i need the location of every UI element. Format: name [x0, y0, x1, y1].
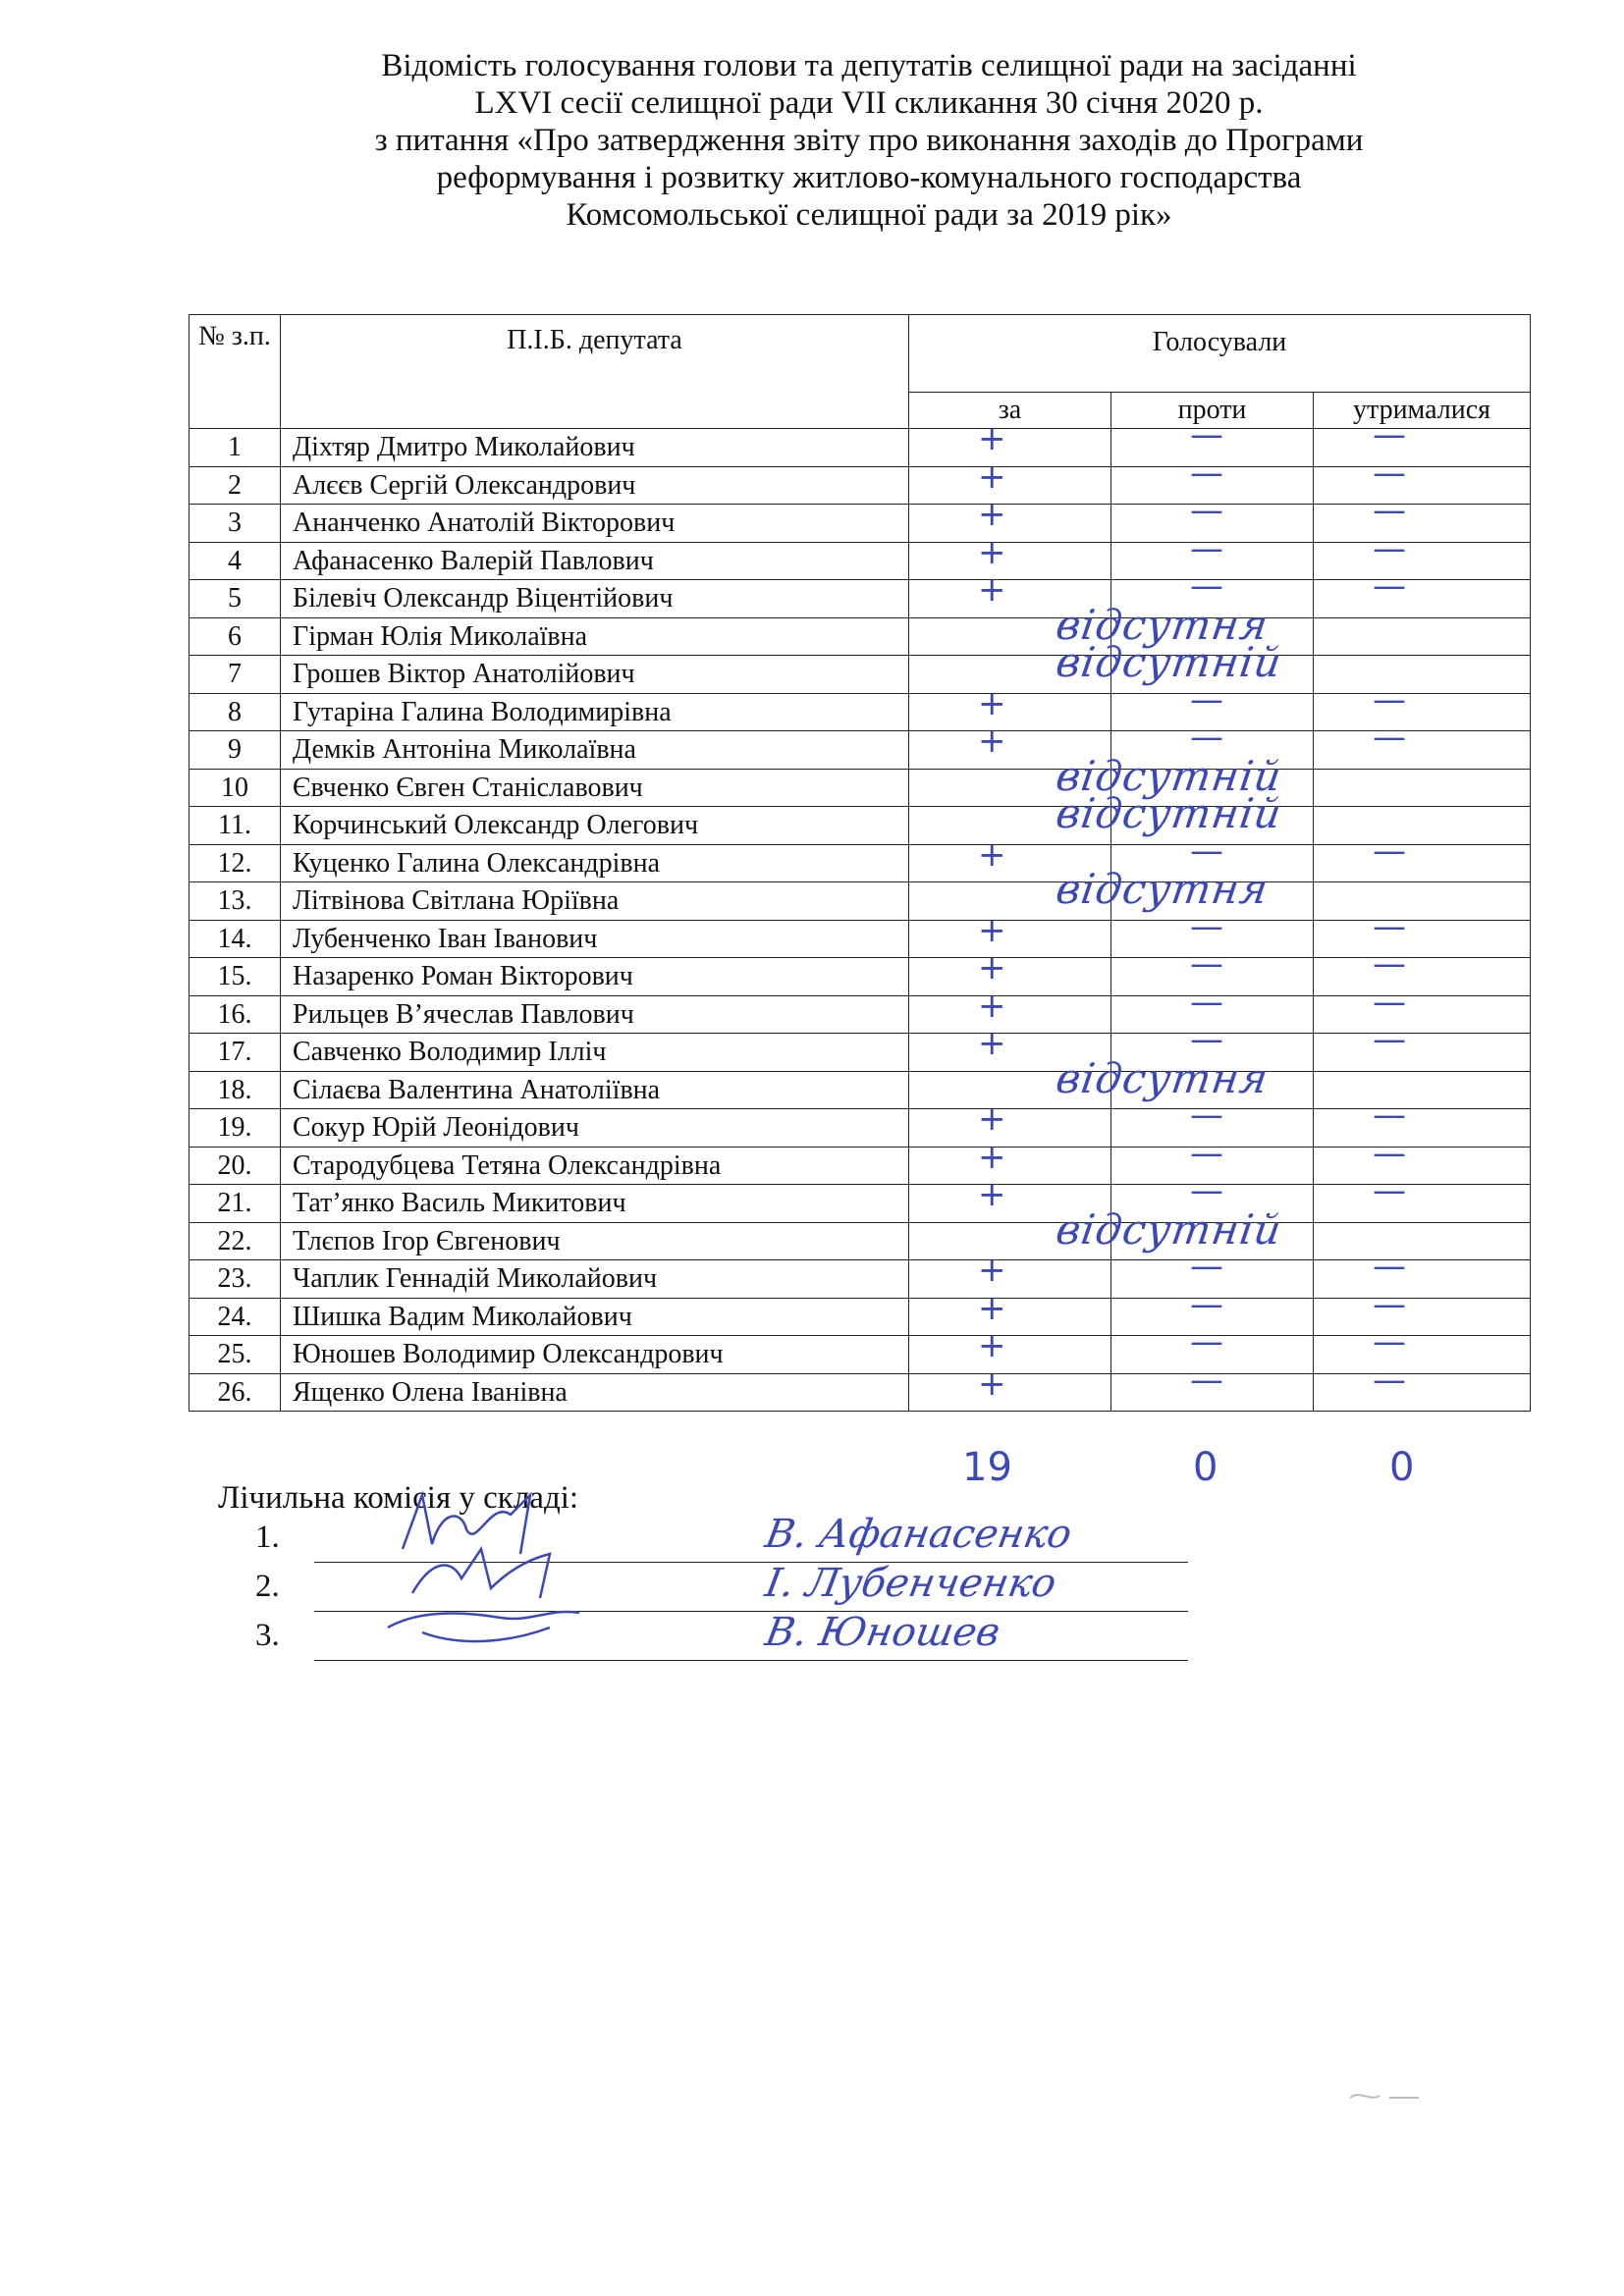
title-line: Комсомольської селищної ради за 2019 рік» — [566, 197, 1172, 233]
row-number: 4 — [189, 542, 281, 580]
row-number: 1 — [189, 429, 281, 467]
title-line: з питання «Про затвердження звіту про виконання заходів до Програми — [374, 123, 1364, 158]
vote-for-cell — [909, 683, 1111, 731]
vote-abstained-mark: — — [1373, 415, 1406, 454]
member-handwritten-name: І. Лубенченко — [761, 1561, 1060, 1606]
row-number: 18. — [189, 1071, 281, 1109]
title-line: LXVI сесії селищної ради VII скликання 30 січня 2020 р. — [474, 85, 1264, 121]
signature-line — [314, 1660, 1188, 1661]
absent-note: відсутня — [1053, 865, 1272, 913]
table-row — [189, 1260, 1531, 1299]
deputy-name: Євченко Євген Станіславович — [281, 769, 909, 807]
vote-against-mark: — — [1190, 1284, 1223, 1324]
row-number: 5 — [189, 580, 281, 618]
vote-for-cell — [909, 532, 1111, 580]
table-row — [189, 1298, 1531, 1336]
table-row — [189, 1336, 1531, 1374]
vote-abstained-cell — [1314, 718, 1531, 770]
vote-abstained-mark: — — [1373, 679, 1406, 720]
table-row — [189, 1185, 1531, 1223]
vote-abstained-cell — [1314, 1095, 1531, 1148]
vote-for-cell — [909, 419, 1111, 467]
vote-against-mark: — — [1190, 1133, 1223, 1173]
vote-against-mark: — — [1190, 453, 1223, 493]
vote-for-mark: + — [978, 456, 1006, 497]
vote-abstained-cell — [1314, 944, 1531, 996]
vote-against-mark: — — [1190, 1171, 1223, 1210]
vote-abstained-cell — [1314, 617, 1531, 656]
vote-against-cell — [1111, 1360, 1314, 1412]
vote-against-mark: — — [1190, 528, 1223, 568]
table-row — [189, 656, 1531, 694]
deputy-name: Грошев Віктор Анатолійович — [281, 656, 909, 694]
vote-abstained-mark: — — [1373, 1322, 1406, 1362]
table-row — [189, 1071, 1531, 1109]
scan-smudge — [1345, 2086, 1424, 2106]
total-against: 0 — [1193, 1445, 1218, 1490]
deputy-name: Літвінова Світлана Юріївна — [281, 882, 909, 921]
table-row — [189, 466, 1531, 505]
vote-abstained-cell — [1314, 566, 1531, 618]
signature-scrawl — [383, 1588, 599, 1657]
header-number: № з.п. — [189, 315, 281, 429]
row-number: 15. — [189, 958, 281, 996]
row-number: 13. — [189, 882, 281, 921]
vote-abstained-cell — [1314, 491, 1531, 543]
vote-against-mark: — — [1190, 415, 1223, 454]
voting-table — [189, 314, 1531, 1412]
vote-for-mark: + — [978, 1137, 1006, 1177]
vote-against-mark: — — [1190, 491, 1223, 530]
table-row — [189, 542, 1531, 580]
vote-for-mark: + — [978, 1251, 1006, 1290]
vote-abstained-mark: — — [1373, 1247, 1406, 1286]
vote-abstained-mark: — — [1373, 1284, 1406, 1324]
vote-against-mark: — — [1190, 944, 1223, 984]
table-row — [189, 693, 1531, 731]
row-number: 14. — [189, 920, 281, 958]
vote-for-cell — [909, 456, 1111, 505]
header-deputy-name: П.І.Б. депутата — [281, 315, 909, 429]
vote-abstained-cell — [1314, 1020, 1531, 1072]
total-for: 19 — [962, 1445, 1012, 1490]
member-handwritten-name: В. Юношев — [761, 1610, 1003, 1655]
absent-note: відсутня — [1053, 600, 1272, 649]
vote-abstained-mark: — — [1373, 718, 1406, 757]
deputy-name: Тлєпов Ігор Євгенович — [281, 1222, 909, 1260]
vote-abstained-cell — [1314, 1360, 1531, 1412]
row-number: 9 — [189, 731, 281, 770]
vote-abstained-cell — [1314, 1133, 1531, 1185]
row-number: 7 — [189, 656, 281, 694]
vote-abstained-cell — [1314, 528, 1531, 580]
vote-abstained-mark: — — [1373, 566, 1406, 606]
vote-for-cell — [909, 789, 1285, 845]
row-number: 6 — [189, 617, 281, 656]
deputy-name: Ананченко Анатолій Вікторович — [281, 505, 909, 543]
vote-abstained-mark: — — [1373, 944, 1406, 984]
vote-against-mark: — — [1190, 718, 1223, 757]
vote-for-mark: + — [978, 1363, 1006, 1404]
vote-abstained-mark: — — [1373, 491, 1406, 530]
vote-for-mark: + — [978, 910, 1006, 950]
table-row — [189, 617, 1531, 656]
vote-for-cell — [909, 865, 1272, 921]
row-number: 19. — [189, 1109, 281, 1148]
vote-for-mark: + — [978, 532, 1006, 572]
vote-abstained-mark: — — [1373, 830, 1406, 871]
row-number: 20. — [189, 1147, 281, 1185]
vote-abstained-cell — [1314, 656, 1531, 694]
vote-abstained-cell — [1314, 1247, 1531, 1299]
table-row — [189, 505, 1531, 543]
vote-for-mark: + — [978, 721, 1006, 761]
deputy-name: Афанасенко Валерій Павлович — [281, 542, 909, 580]
vote-for-cell — [909, 1053, 1272, 1109]
vote-abstained-cell — [1314, 1284, 1531, 1336]
absent-note: відсутня — [1053, 1053, 1272, 1102]
row-number: 21. — [189, 1185, 281, 1223]
voting-table-body — [189, 415, 1531, 1412]
vote-abstained-mark: — — [1373, 906, 1406, 946]
member-handwritten-name: В. Афанасенко — [761, 1512, 1075, 1557]
vote-for-cell — [909, 1204, 1285, 1260]
absent-note: відсутній — [1053, 638, 1285, 686]
vote-abstained-cell — [1314, 769, 1531, 807]
vote-for-mark: + — [978, 1326, 1006, 1365]
header-against: проти — [1111, 393, 1314, 429]
row-number: 12. — [189, 844, 281, 882]
vote-against-mark: — — [1190, 1020, 1223, 1059]
vote-abstained-cell — [1314, 1171, 1531, 1223]
vote-for-mark: + — [978, 1288, 1006, 1328]
counting-commission-label: Лічильна комісія у складі: — [218, 1480, 579, 1516]
vote-abstained-cell — [1314, 830, 1531, 882]
vote-for-cell — [909, 1137, 1111, 1185]
vote-for-cell — [909, 1363, 1111, 1412]
vote-for-mark: + — [978, 683, 1006, 723]
table-row — [189, 1109, 1531, 1148]
deputy-name: Назаренко Роман Вікторович — [281, 958, 909, 996]
table-row — [189, 995, 1531, 1034]
vote-for-mark: + — [978, 419, 1006, 458]
header-for: за — [909, 393, 1111, 429]
table-row — [189, 958, 1531, 996]
vote-for-cell — [909, 1099, 1111, 1148]
deputy-name: Гірман Юлія Миколаївна — [281, 617, 909, 656]
vote-abstained-cell — [1314, 1071, 1531, 1109]
row-number: 24. — [189, 1298, 281, 1336]
vote-against-mark: — — [1190, 982, 1223, 1022]
table-row — [189, 769, 1531, 807]
table-row — [189, 1373, 1531, 1412]
vote-abstained-mark: — — [1373, 1020, 1406, 1059]
vote-abstained-mark: — — [1373, 1171, 1406, 1210]
member-number: 3. — [255, 1618, 280, 1653]
vote-abstained-mark: — — [1373, 453, 1406, 493]
row-number: 11. — [189, 807, 281, 845]
vote-abstained-mark: — — [1373, 528, 1406, 568]
vote-for-mark: + — [978, 1024, 1006, 1063]
row-number: 8 — [189, 693, 281, 731]
vote-for-mark: + — [978, 1099, 1006, 1139]
deputy-name: Сілаєва Валентина Анатоліївна — [281, 1071, 909, 1109]
vote-against-mark: — — [1190, 566, 1223, 606]
vote-for-mark: + — [978, 986, 1006, 1026]
deputy-name: Чаплик Геннадій Миколайович — [281, 1260, 909, 1299]
deputy-name: Куценко Галина Олександрівна — [281, 844, 909, 882]
vote-against-mark: — — [1190, 906, 1223, 946]
vote-against-mark: — — [1190, 1322, 1223, 1362]
title-line: реформування і розвитку житлово-комунального господарства — [436, 160, 1302, 195]
deputy-name: Шишка Вадим Миколайович — [281, 1298, 909, 1336]
row-number: 25. — [189, 1336, 281, 1374]
vote-abstained-mark: — — [1373, 1133, 1406, 1173]
vote-against-mark: — — [1190, 1247, 1223, 1286]
vote-abstained-cell — [1314, 679, 1531, 731]
vote-for-cell — [909, 1326, 1111, 1374]
deputy-name: Гутаріна Галина Володимирівна — [281, 693, 909, 731]
title-line: Відомість голосування голови та депутатів селищної ради на засіданні — [381, 48, 1357, 83]
vote-abstained-cell — [1314, 882, 1531, 921]
deputy-name: Юношев Володимир Олександрович — [281, 1336, 909, 1374]
deputy-name: Білевіч Олександр Віцентійович — [281, 580, 909, 618]
absent-note: відсутній — [1053, 789, 1285, 837]
table-row — [189, 429, 1531, 467]
table-row — [189, 1034, 1531, 1072]
table-row — [189, 731, 1531, 770]
deputy-name: Сокур Юрій Леонідович — [281, 1109, 909, 1148]
deputy-name: Корчинський Олександр Олегович — [281, 807, 909, 845]
vote-for-cell — [909, 638, 1285, 694]
row-number: 10 — [189, 769, 281, 807]
row-number: 3 — [189, 505, 281, 543]
vote-against-mark: — — [1190, 1360, 1223, 1400]
vote-for-cell — [909, 986, 1111, 1034]
table-row — [189, 882, 1531, 921]
vote-abstained-cell — [1314, 415, 1531, 467]
vote-against-mark: — — [1190, 679, 1223, 720]
deputy-name: Демків Антоніна Миколаївна — [281, 731, 909, 770]
deputy-name: Тат’янко Василь Микитович — [281, 1185, 909, 1223]
absent-note: відсутній — [1053, 751, 1285, 800]
deputy-name: Лубенченко Іван Іванович — [281, 920, 909, 958]
vote-for-cell — [909, 495, 1111, 543]
deputy-name: Рильцев В’ячеслав Павлович — [281, 995, 909, 1034]
vote-abstained-cell — [1314, 807, 1531, 845]
member-number: 2. — [255, 1569, 280, 1604]
vote-against-mark: — — [1190, 830, 1223, 871]
vote-for-cell — [909, 1288, 1111, 1336]
vote-abstained-mark: — — [1373, 1360, 1406, 1400]
header-voted: Голосували — [909, 315, 1531, 393]
deputy-name: Алєєв Сергій Олександрович — [281, 466, 909, 505]
vote-for-mark: + — [978, 495, 1006, 534]
vote-abstained-mark: — — [1373, 982, 1406, 1022]
row-number: 23. — [189, 1260, 281, 1299]
vote-for-cell — [909, 910, 1111, 958]
row-number: 17. — [189, 1034, 281, 1072]
row-number: 16. — [189, 995, 281, 1034]
vote-for-mark: + — [978, 834, 1006, 875]
vote-abstained-mark: — — [1373, 1095, 1406, 1135]
vote-abstained-cell — [1314, 453, 1531, 505]
deputy-name: Савченко Володимир Ілліч — [281, 1034, 909, 1072]
vote-abstained-cell — [1314, 1222, 1531, 1260]
table-row — [189, 807, 1531, 845]
vote-for-mark: + — [978, 948, 1006, 988]
table-row — [189, 844, 1531, 882]
deputy-name: Діхтяр Дмитро Миколайович — [281, 429, 909, 467]
vote-for-cell — [909, 948, 1111, 996]
table-row — [189, 920, 1531, 958]
vote-for-mark: + — [978, 1175, 1006, 1214]
vote-abstained-cell — [1314, 906, 1531, 958]
total-abstained: 0 — [1389, 1445, 1415, 1490]
row-number: 2 — [189, 466, 281, 505]
vote-abstained-cell — [1314, 982, 1531, 1034]
document-title — [236, 47, 1502, 234]
member-number: 1. — [255, 1520, 280, 1555]
table-row — [189, 1147, 1531, 1185]
vote-abstained-cell — [1314, 1322, 1531, 1374]
vote-for-mark: + — [978, 570, 1006, 610]
vote-for-cell — [909, 1251, 1111, 1299]
row-number: 26. — [189, 1373, 281, 1412]
header-abstained: утрималися — [1314, 393, 1531, 429]
vote-against-mark: — — [1190, 1095, 1223, 1135]
row-number: 22. — [189, 1222, 281, 1260]
deputy-name: Стародубцева Тетяна Олександрівна — [281, 1147, 909, 1185]
deputy-name: Ященко Олена Іванівна — [281, 1373, 909, 1412]
table-row — [189, 1222, 1531, 1260]
absent-note: відсутній — [1053, 1204, 1285, 1254]
table-row — [189, 580, 1531, 618]
commission-member — [255, 1610, 1188, 1661]
